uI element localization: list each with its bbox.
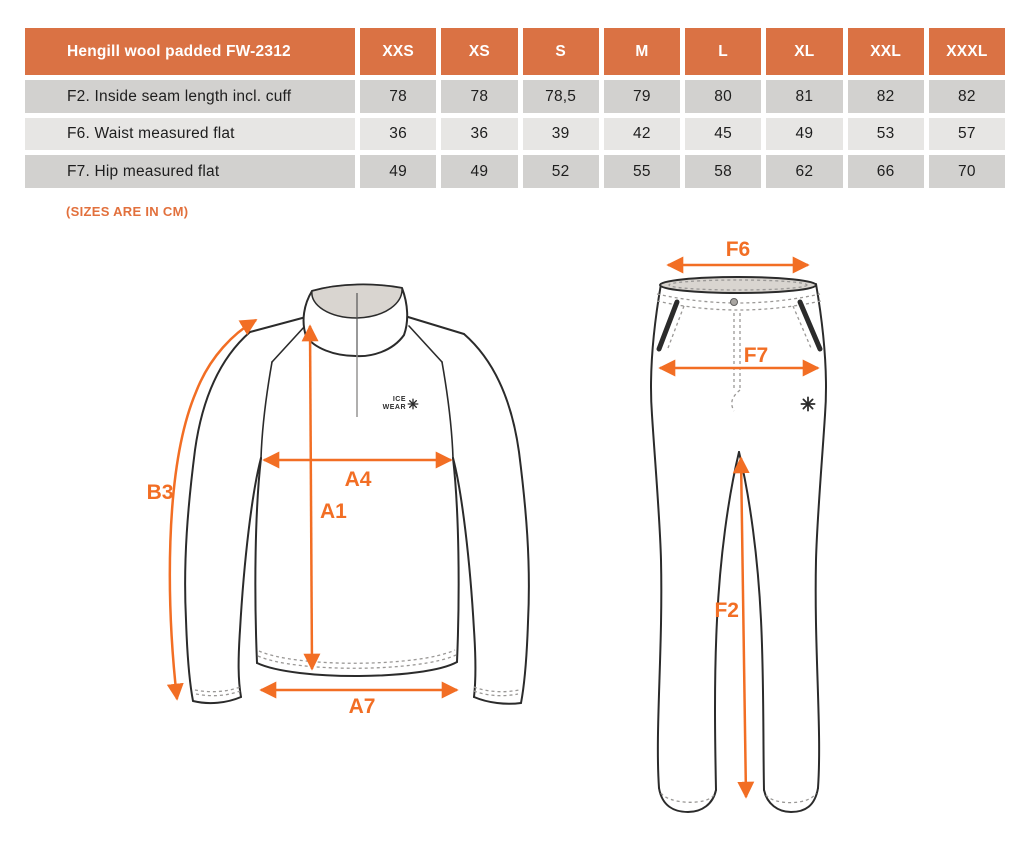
size-column-header: S	[523, 28, 599, 75]
measurement-value: 78,5	[523, 80, 599, 113]
measurement-value: 55	[604, 155, 680, 188]
measurement-value: 78	[441, 80, 517, 113]
measurement-value: 78	[360, 80, 436, 113]
measure-label-f7: F7	[743, 344, 769, 367]
size-column-header: XXXL	[929, 28, 1005, 75]
units-note: (SIZES ARE IN CM)	[66, 204, 189, 219]
measurement-value: 45	[685, 118, 761, 150]
measure-label-a1: A1	[320, 500, 347, 523]
measure-label-a4: A4	[344, 468, 372, 491]
measurement-value: 57	[929, 118, 1005, 150]
measurement-value: 66	[848, 155, 924, 188]
measurement-value: 82	[929, 80, 1005, 113]
measurement-value: 58	[685, 155, 761, 188]
measure-label-b3: B3	[146, 481, 174, 504]
size-column-header: XXS	[360, 28, 436, 75]
measure-label-f6: F6	[725, 240, 751, 261]
snowflake-icon	[801, 397, 814, 410]
snowflake-icon	[408, 399, 418, 409]
measurement-row-label: F6. Waist measured flat	[25, 118, 355, 150]
measurement-value: 52	[523, 155, 599, 188]
measurement-value: 82	[848, 80, 924, 113]
measurement-value: 42	[604, 118, 680, 150]
size-column-header: L	[685, 28, 761, 75]
measurement-row-label: F7. Hip measured flat	[25, 155, 355, 188]
pants-body-fill	[651, 284, 826, 812]
measurement-value: 62	[766, 155, 842, 188]
measure-arrow-f2	[741, 458, 746, 797]
measurement-value: 81	[766, 80, 842, 113]
measurement-value: 80	[685, 80, 761, 113]
size-table	[25, 28, 1005, 188]
size-column-header: XL	[766, 28, 842, 75]
measure-label-f2: F2	[714, 599, 739, 622]
sweater-diagram	[140, 240, 560, 760]
measurement-value: 36	[441, 118, 517, 150]
measurement-value: 49	[441, 155, 517, 188]
measurement-value: 49	[360, 155, 436, 188]
size-column-header: M	[604, 28, 680, 75]
waist-button	[731, 299, 738, 306]
measurement-value: 79	[604, 80, 680, 113]
measurement-value: 70	[929, 155, 1005, 188]
measurement-value: 36	[360, 118, 436, 150]
measurement-value: 53	[848, 118, 924, 150]
measurement-value: 49	[766, 118, 842, 150]
size-column-header: XXL	[848, 28, 924, 75]
pants-diagram	[615, 240, 865, 830]
brand-logo-text-ice: ICE	[392, 396, 406, 403]
brand-logo-text-wear: WEAR	[382, 404, 406, 411]
product-header: Hengill wool padded FW-2312	[25, 28, 355, 75]
measurement-row-label: F2. Inside seam length incl. cuff	[25, 80, 355, 113]
waist-opening	[660, 277, 816, 293]
measure-label-a7: A7	[348, 695, 376, 718]
measurement-value: 39	[523, 118, 599, 150]
size-column-header: XS	[441, 28, 517, 75]
